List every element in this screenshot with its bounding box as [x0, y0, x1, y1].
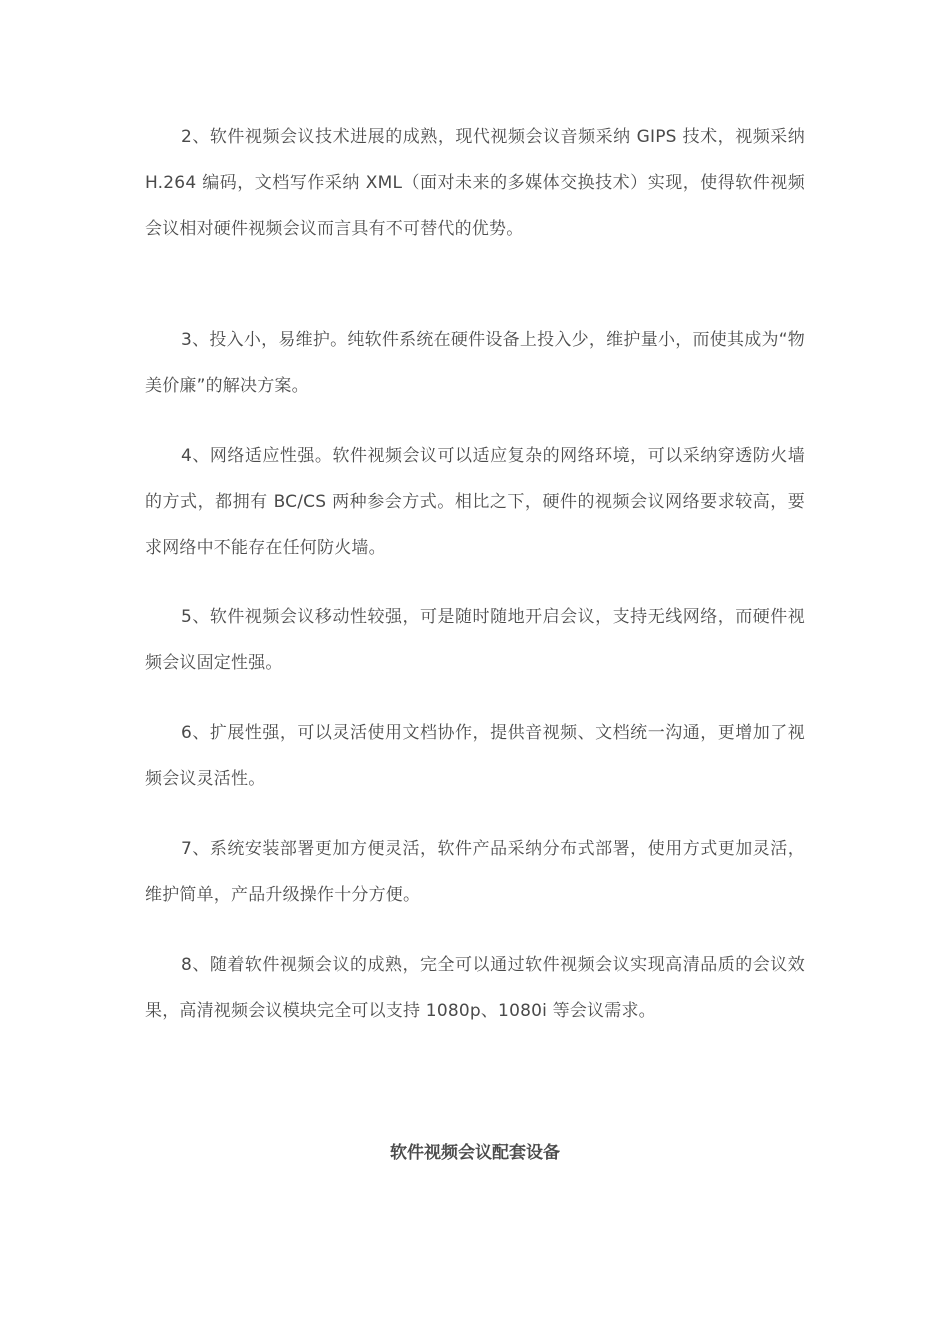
paragraph-2: 2、软件视频会议技术进展的成熟，现代视频会议音频采纳 GIPS 技术，视频采纳 H.264 编码，文档写作采纳 XML（面对未来的多媒体交换技术）实现，使得软件视频会议相对硬件视频会议而言具有不可替代的优势。 [145, 127, 805, 239]
document-page [145, 0, 805, 1344]
paragraph-4: 4、网络适应性强。软件视频会议可以适应复杂的网络环境，可以采纳穿透防火墙的方式，都拥有 BC/CS 两种参会方式。相比之下，硬件的视频会议网络要求较高，要求网络中不能存在任何防火墙。 [145, 446, 805, 558]
paragraph-7: 7、系统安装部署更加方便灵活，软件产品采纳分布式部署，使用方式更加灵活，维护简单，产品升级操作十分方便。 [145, 839, 805, 905]
paragraph-8: 8、随着软件视频会议的成熟，完全可以通过软件视频会议实现高清品质的会议效果，高清视频会议模块完全可以支持 1080p、1080i 等会议需求。 [145, 955, 805, 1021]
paragraph-3: 3、投入小，易维护。纯软件系统在硬件设备上投入少，维护量小，而使其成为“物美价廉”的解决方案。 [145, 330, 805, 396]
paragraph-6: 6、扩展性强，可以灵活使用文档协作，提供音视频、文档统一沟通，更增加了视频会议灵活性。 [145, 723, 805, 789]
paragraph-5: 5、软件视频会议移动性较强，可是随时随地开启会议，支持无线网络，而硬件视频会议固定性强。 [145, 607, 805, 673]
section-heading: 软件视频会议配套设备 [390, 1143, 560, 1163]
